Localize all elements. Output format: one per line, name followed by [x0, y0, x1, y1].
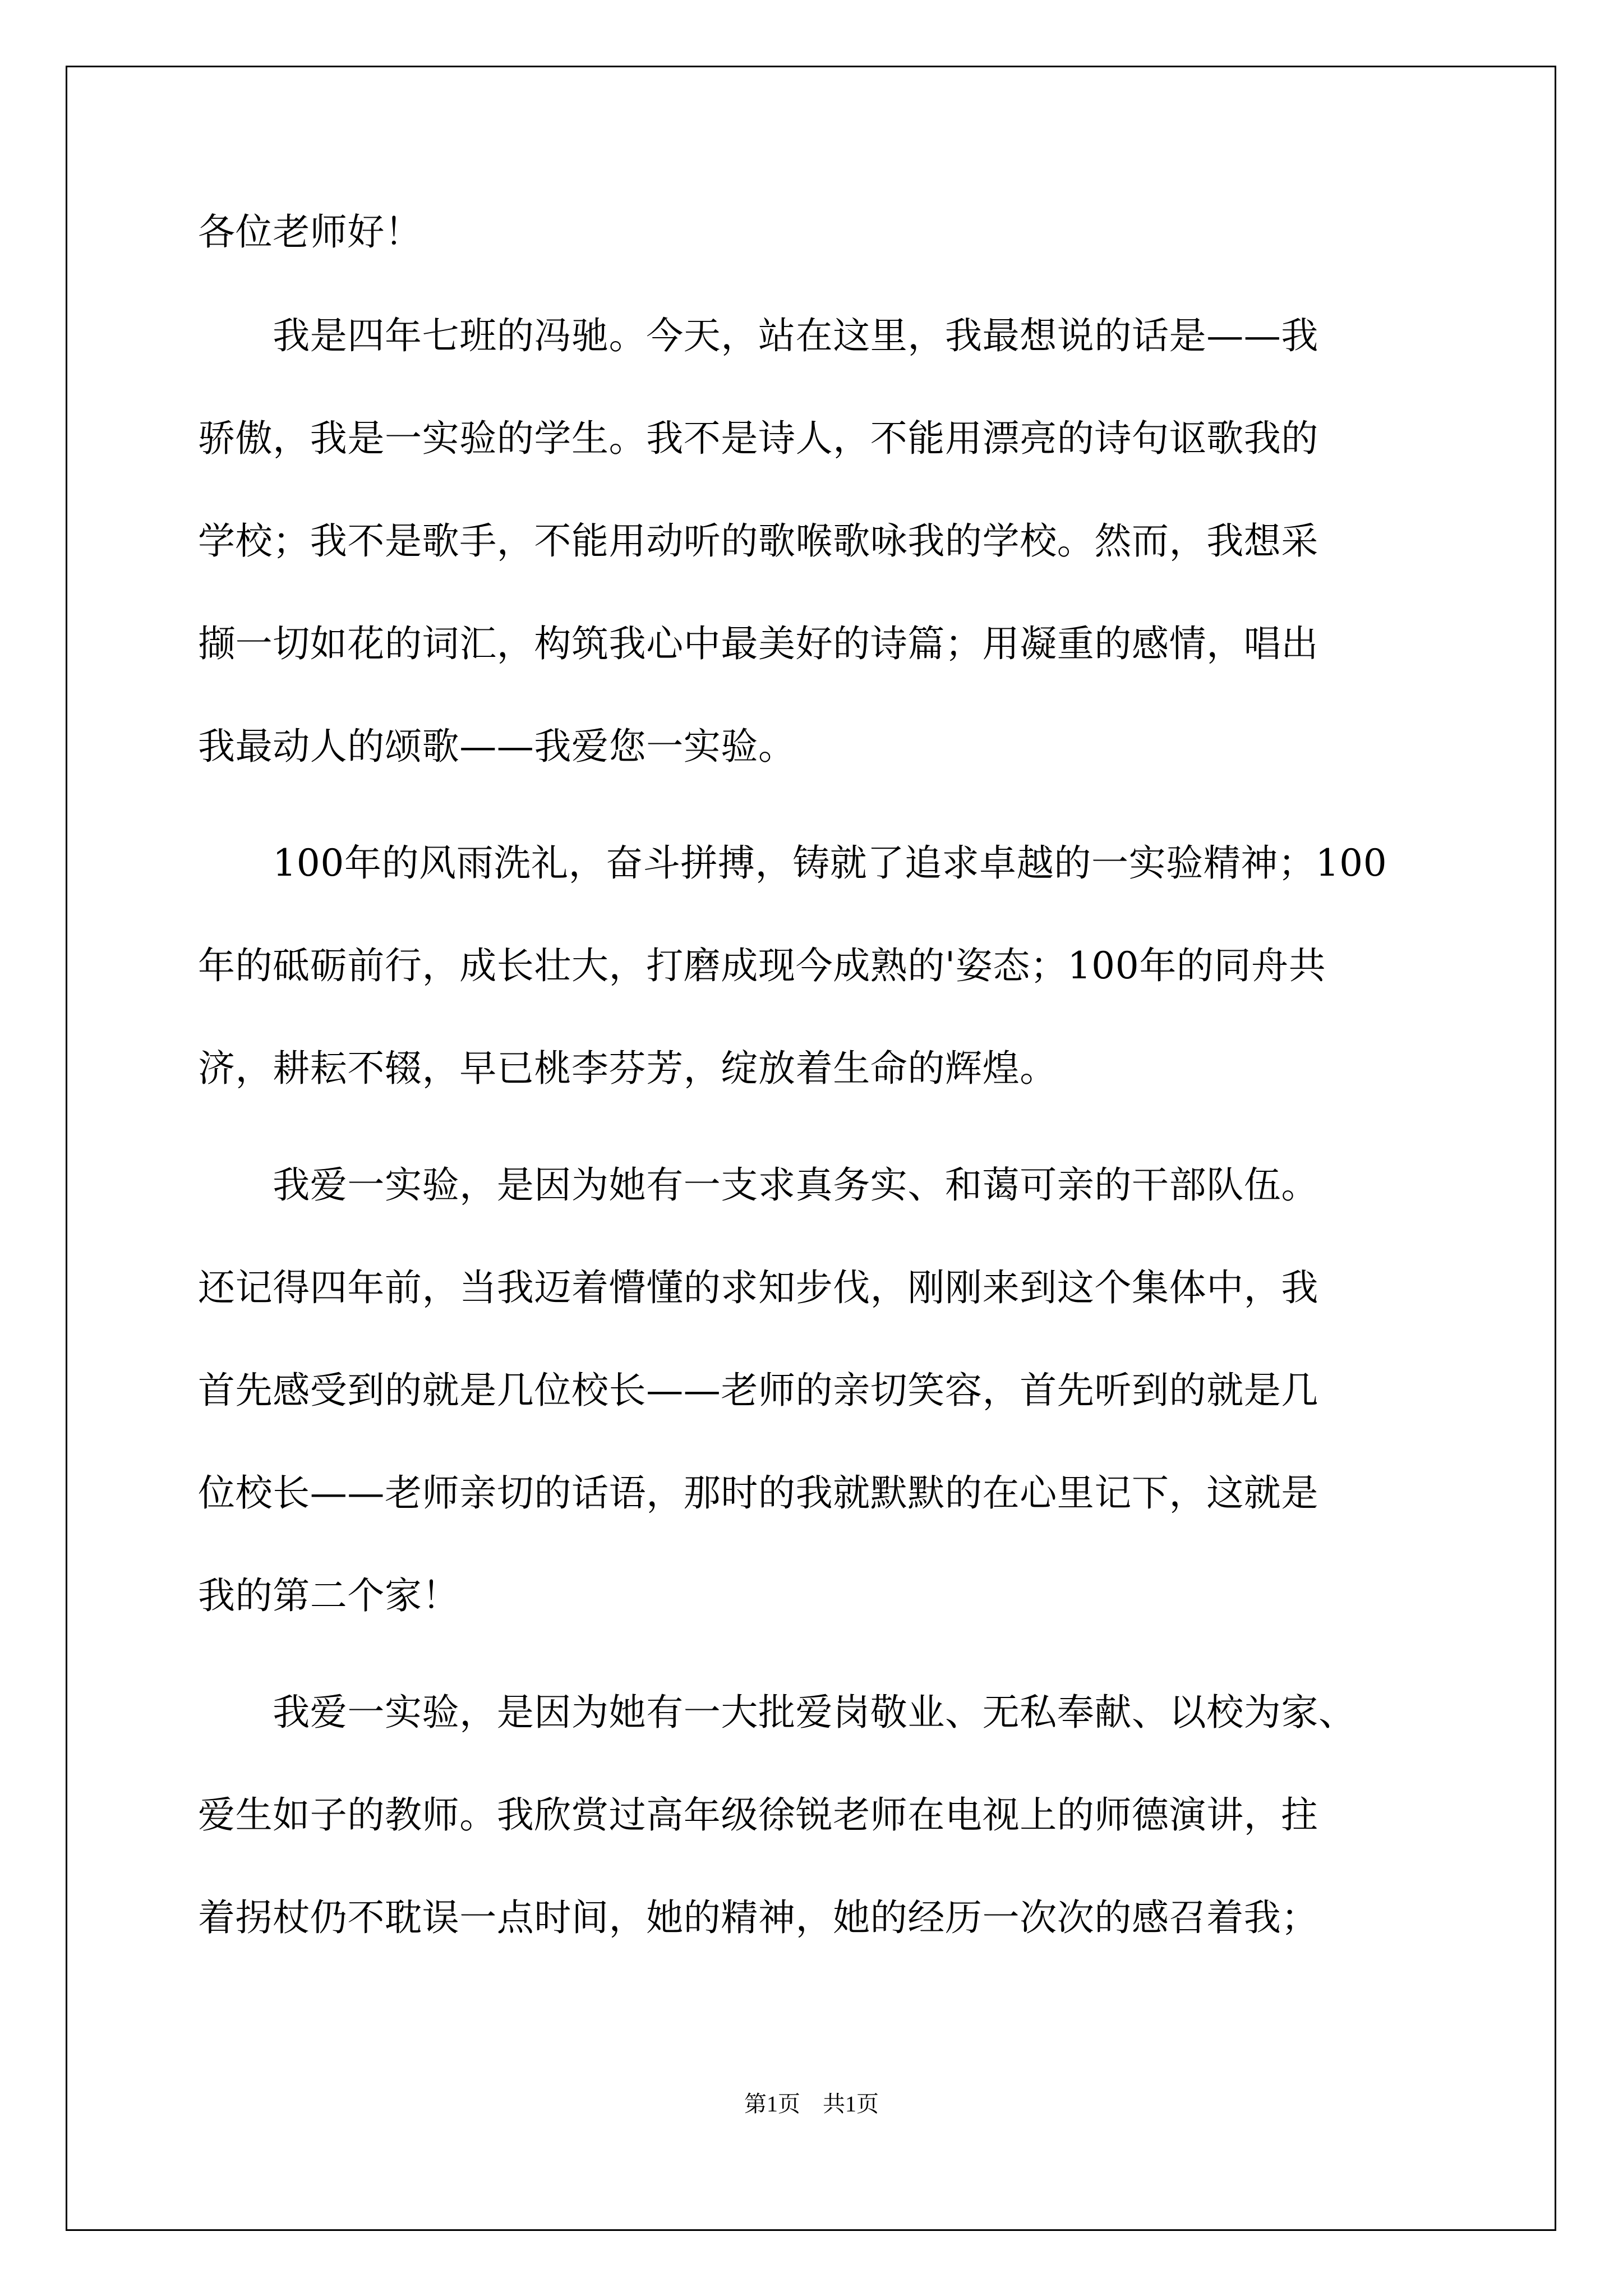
page-number-footer: 第1页 共1页: [744, 2091, 879, 2116]
text-line: 我最动人的颂歌——我爱您一实验。: [198, 725, 796, 768]
document-body: [198, 212, 1426, 1938]
text-line: 爱生如子的教师。我欣赏过高年级徐锐老师在电视上的师德演讲，拄: [198, 1793, 1318, 1837]
text-line: 首先感受到的就是几位校长——老师的亲切笑容，首先听到的就是几: [198, 1369, 1318, 1412]
text-line: 100年的风雨洗礼，奋斗拼搏，铸就了追求卓越的一实验精神；100: [198, 841, 1387, 885]
text-line: 骄傲，我是一实验的学生。我不是诗人，不能用漂亮的诗句讴歌我的: [198, 417, 1318, 460]
text-line: 我是四年七班的冯驰。今天，站在这里，我最想说的话是——我: [198, 314, 1318, 357]
text-line: 位校长——老师亲切的话语，那时的我就默默的在心里记下，这就是: [198, 1471, 1318, 1515]
text-line: 撷一切如花的词汇，构筑我心中最美好的诗篇；用凝重的感情，唱出: [198, 622, 1318, 665]
text-line: 年的砥砺前行，成长壮大，打磨成现今成熟的'姿态；100年的同舟共: [198, 944, 1326, 987]
text-line: 我的第二个家！: [198, 1574, 460, 1617]
text-line: 我爱一实验，是因为她有一大批爱岗敬业、无私奉献、以校为家、: [198, 1691, 1356, 1734]
text-line: 学校；我不是歌手，不能用动听的歌喉歌咏我的学校。然而，我想采: [198, 519, 1318, 563]
text-line: 着拐杖仍不耽误一点时间，她的精神，她的经历一次次的感召着我；: [198, 1896, 1318, 1939]
text-line: 各位老师好！: [198, 210, 422, 254]
text-line: 还记得四年前，当我迈着懵懂的求知步伐，刚刚来到这个集体中，我: [198, 1266, 1318, 1309]
text-line: 我爱一实验，是因为她有一支求真务实、和蔼可亲的干部队伍。: [198, 1163, 1318, 1207]
text-line: 济，耕耘不辍，早已桃李芬芳，绽放着生命的辉煌。: [198, 1047, 1057, 1090]
